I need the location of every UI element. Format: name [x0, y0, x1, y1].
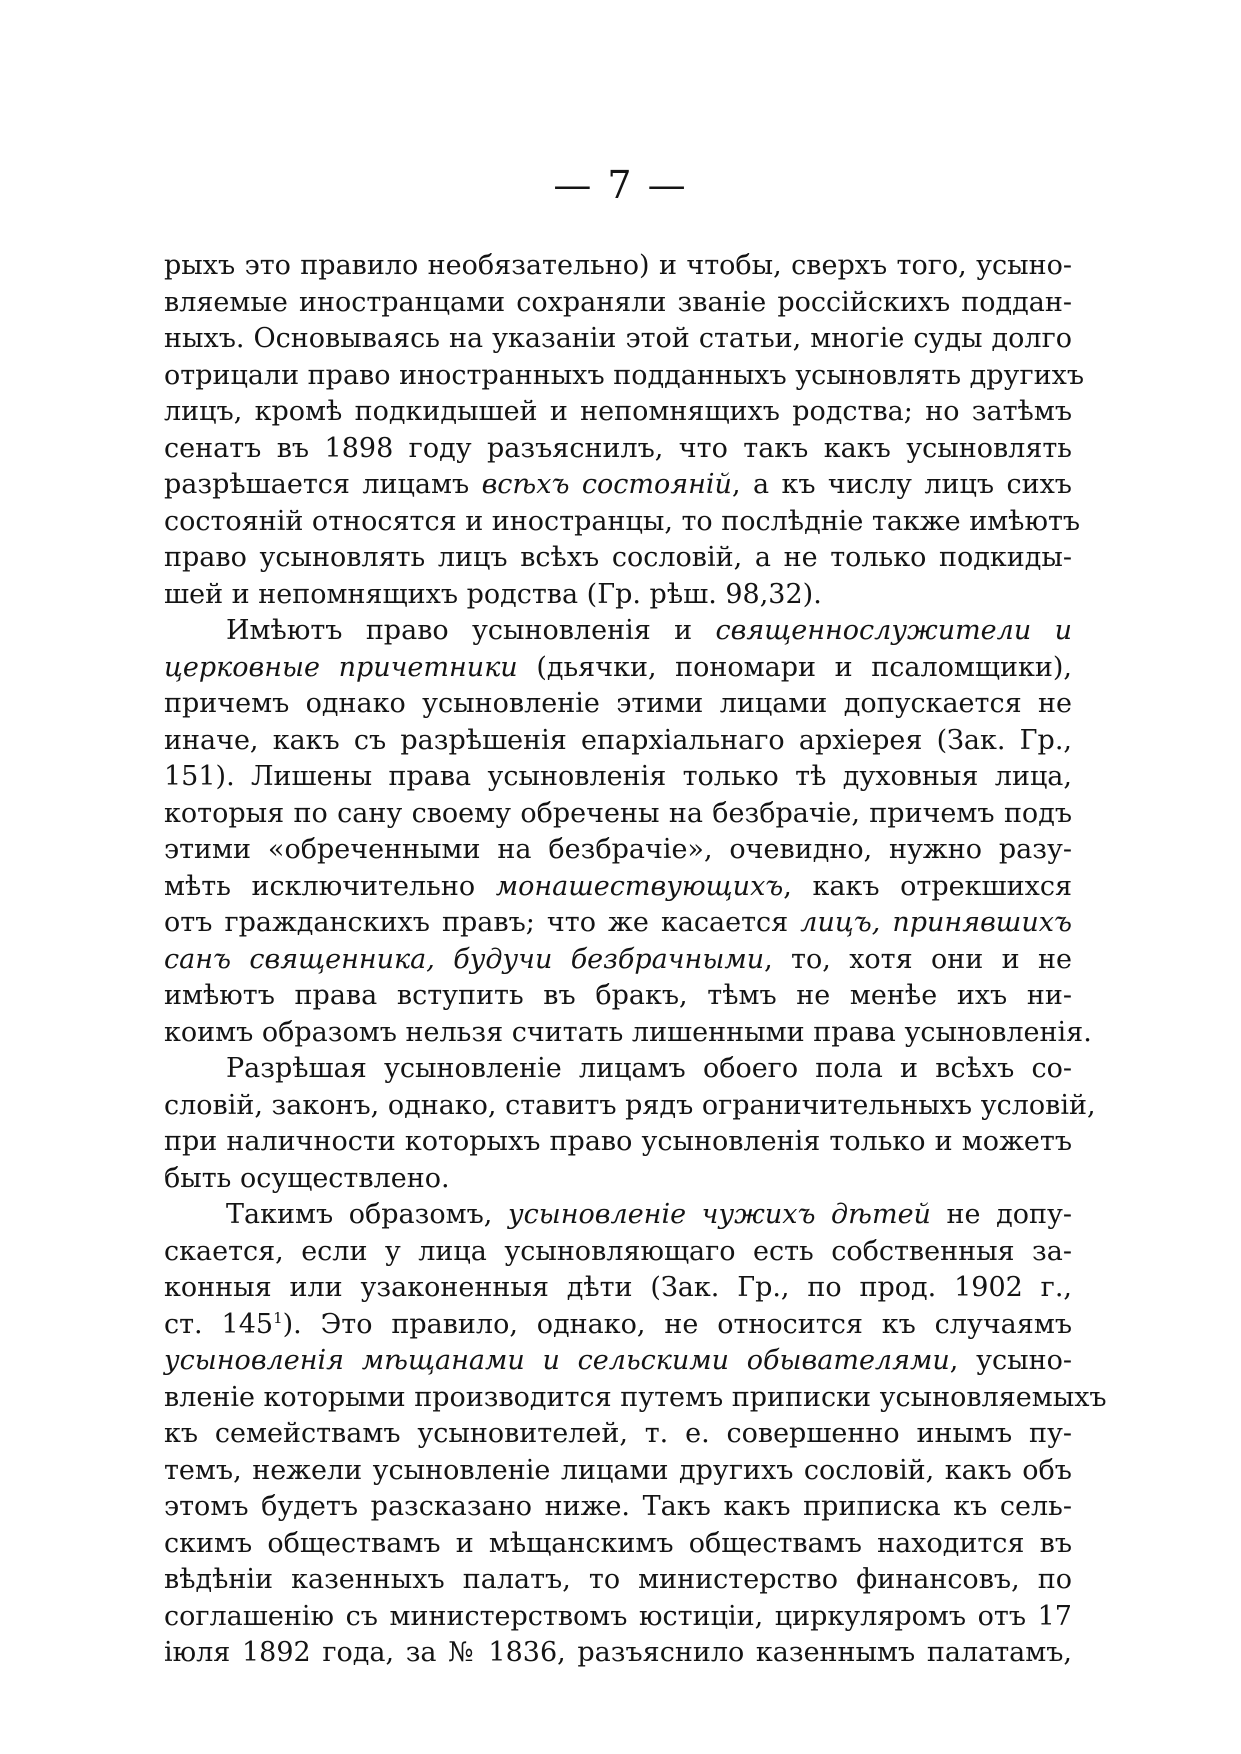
text-line: иначе, какъ съ разрѣшенія епархіальнаго архіерея (Зак. Гр.,: [164, 724, 1072, 756]
text-line: отрицали право иностранныхъ подданныхъ усыновлять другихъ: [164, 359, 1084, 391]
text-line: 151). Лишены права усыновленія только тѣ духовныя лица,: [164, 761, 1072, 792]
text-line: вляемые иностранцами сохраняли званіе россійскихъ поддан-: [164, 286, 1072, 318]
footnote-marker: 1: [273, 1308, 283, 1327]
text-line: вленіе которыми производится путемъ приписки усыновляемыхъ: [164, 1381, 1107, 1413]
text-line: лицъ, кромѣ подкидышей и непомнящихъ родства; но затѣмъ: [164, 396, 1072, 427]
italic-phrase: лицъ, принявшихъ: [800, 907, 1072, 938]
text-line: быть осуществлено.: [164, 1162, 450, 1194]
text-line: соглашенію съ министерствомъ юстиціи, циркуляромъ отъ 17: [164, 1600, 1072, 1632]
text-line: словій, законъ, однако, ставитъ рядъ ограничительныхъ условій,: [164, 1089, 1096, 1121]
text-line: скается, если у лица усыновляющаго есть собственныя за-: [164, 1235, 1072, 1267]
text-line: мѣть исключительно монашествующихъ, какъ отрекшихся: [164, 870, 1072, 902]
text-line: ныхъ. Основываясь на указаніи этой статьи, многіе суды долго: [164, 323, 1072, 354]
text-line: состояній относятся и иностранцы, то послѣдніе также имѣютъ: [164, 505, 1081, 537]
text-line: Разрѣшая усыновленіе лицамъ обоего пола и всѣхъ со-: [226, 1053, 1072, 1084]
text-line: право усыновлять лицъ всѣхъ сословій, а не только подкиды-: [164, 542, 1072, 573]
text-line: имѣютъ права вступить въ бракъ, тѣмъ не менѣе ихъ ни-: [164, 980, 1072, 1011]
text-line: вѣдѣніи казенныхъ палатъ, то министерство финансовъ, по: [164, 1564, 1072, 1595]
text-line: разрѣшается лицамъ всѣхъ состояній, а къ числу лицъ сихъ: [164, 469, 1072, 500]
text-line: санъ священника, будучи безбрачными, то, хотя они и не: [164, 943, 1072, 975]
italic-phrase: усыновленіе чужихъ дѣтей: [507, 1199, 931, 1230]
text-line: усыновленія мѣщанами и сельскими обывателями, усыно-: [164, 1345, 1072, 1376]
page-number: — 7 —: [553, 163, 688, 207]
text-line: при наличности которыхъ право усыновленія только и можетъ: [164, 1126, 1072, 1157]
text-line: конныя или узаконенныя дѣти (Зак. Гр., по прод. 1902 г.,: [164, 1272, 1072, 1303]
text-line: коимъ образомъ нельзя считать лишенными права усыновленія.: [164, 1016, 1092, 1048]
text-line: Такимъ образомъ, усыновленіе чужихъ дѣтей не допу-: [226, 1199, 1072, 1230]
text-line: скимъ обществамъ и мѣщанскимъ обществамъ находится въ: [164, 1527, 1072, 1559]
text-line: причемъ однако усыновленіе этими лицами допускается не: [164, 688, 1072, 719]
text-line: рыхъ это правило необязательно) и чтобы, сверхъ того, усыно-: [164, 250, 1072, 281]
text-line: церковные причетники (дьячки, пономари и псаломщики),: [164, 651, 1072, 683]
text-line: къ семействамъ усыновителей, т. е. совершенно инымъ пу-: [164, 1418, 1072, 1449]
italic-phrase: всѣхъ состояній: [481, 469, 732, 500]
text-line: іюля 1892 года, за № 1836, разъяснило казеннымъ палатамъ,: [164, 1637, 1072, 1668]
text-line: отъ гражданскихъ правъ; что же касается лицъ, принявшихъ: [164, 907, 1072, 938]
text-line: этими «обреченными на безбрачіе», очевидно, нужно разу-: [164, 834, 1072, 865]
text-line: шей и непомнящихъ родства (Гр. рѣш. 98,32).: [164, 578, 822, 610]
text-line: сенатъ въ 1898 году разъяснилъ, что такъ какъ усыновлять: [164, 432, 1072, 464]
italic-phrase: священнослужители и: [715, 615, 1072, 646]
text-line: Имѣютъ право усыновленія и священнослужители и: [226, 615, 1072, 646]
text-line: темъ, нежели усыновленіе лицами другихъ сословій, какъ объ: [164, 1454, 1072, 1486]
text-line: ст. $145^1$). Это правило, однако, не относится къ случаямъ: [164, 1308, 1072, 1340]
italic-phrase: церковные причетники: [164, 651, 518, 683]
body-text: [164, 248, 1107, 1672]
text-line: которыя по сану своему обречены на безбрачіе, причемъ подъ: [164, 797, 1072, 829]
italic-phrase: монашествующихъ: [495, 870, 784, 902]
italic-phrase: усыновленія мѣщанами и сельскими обывателями: [164, 1345, 950, 1376]
italic-phrase: санъ священника, будучи безбрачными: [164, 943, 765, 975]
text-line: этомъ будетъ разсказано ниже. Такъ какъ приписка къ сель-: [164, 1491, 1072, 1522]
